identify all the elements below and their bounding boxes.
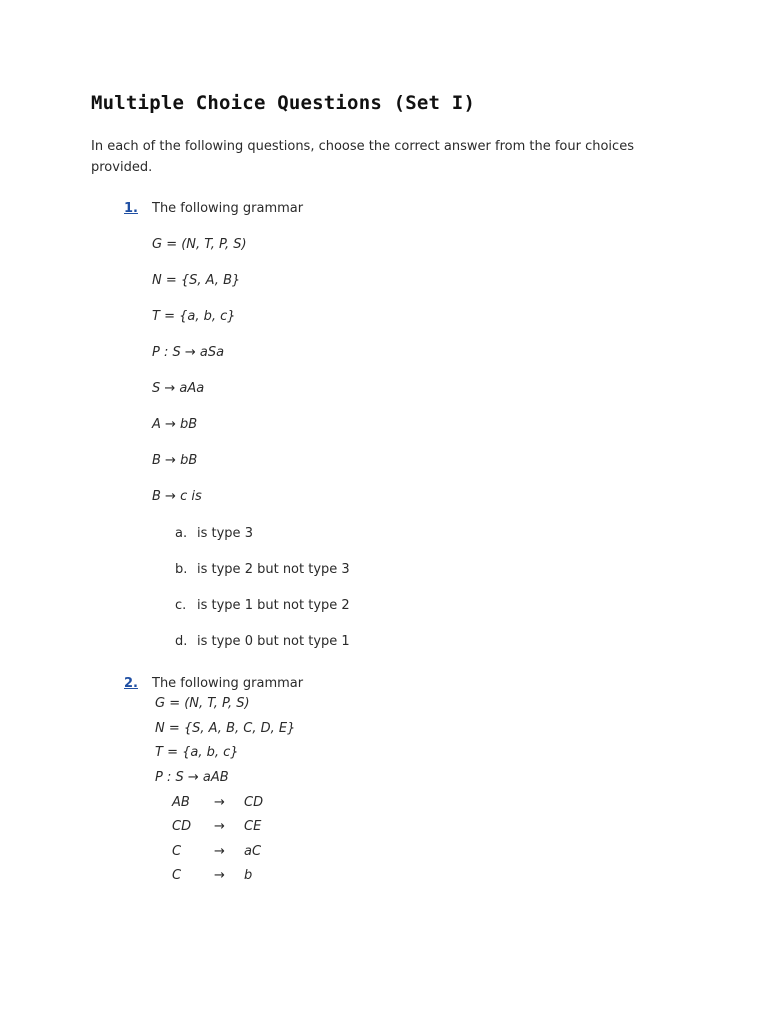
- q1-grammar-line: A → bB: [152, 417, 198, 432]
- intro-paragraph: In each of the following questions, choose the correct answer from the four choices provided.: [91, 139, 634, 175]
- rule-lhs: AB: [172, 795, 190, 810]
- option-letter: a.: [175, 526, 188, 541]
- page-title: Multiple Choice Questions (Set I): [91, 92, 476, 114]
- q1-option-b: [175, 562, 350, 577]
- q1-grammar-line: N = {S, A, B}: [152, 273, 241, 288]
- option-letter: b.: [175, 562, 188, 577]
- q2-grammar-line: G = (N, T, P, S): [155, 696, 250, 711]
- q2-grammar-line: P : S → aAB: [155, 770, 229, 785]
- q1-option-d: [175, 634, 350, 649]
- q1-grammar-line: G = (N, T, P, S): [152, 237, 247, 252]
- rule-arrow: →: [214, 868, 225, 883]
- option-text: is type 3: [197, 526, 253, 541]
- rule-arrow: →: [214, 795, 225, 810]
- question-1-number-link[interactable]: 1.: [124, 201, 138, 216]
- q1-grammar-line: B → bB: [152, 453, 198, 468]
- q2-grammar-line: T = {a, b, c}: [155, 745, 239, 760]
- option-text: is type 2 but not type 3: [197, 562, 350, 577]
- option-text: is type 1 but not type 2: [197, 598, 350, 613]
- rule-arrow: →: [214, 819, 225, 834]
- rule-rhs: CE: [244, 819, 262, 834]
- rule-rhs: b: [244, 868, 253, 883]
- q2-grammar-line: N = {S, A, B, C, D, E}: [155, 721, 296, 736]
- q2-production-rule: [172, 795, 263, 810]
- rule-lhs: C: [172, 844, 182, 859]
- rule-arrow: →: [214, 844, 225, 859]
- question-2-number-link[interactable]: 2.: [124, 676, 138, 691]
- q1-grammar-line: T = {a, b, c}: [152, 309, 236, 324]
- q1-grammar-line: B → c is: [152, 489, 202, 504]
- question-2-stem: The following grammar: [152, 676, 304, 691]
- question-1-stem: The following grammar: [152, 201, 304, 216]
- q1-option-a: [175, 526, 253, 541]
- q2-production-rule: [172, 819, 261, 834]
- q2-production-rule: [172, 868, 252, 883]
- q2-production-rule: [172, 844, 261, 859]
- rule-lhs: CD: [172, 819, 192, 834]
- rule-rhs: CD: [244, 795, 264, 810]
- q1-option-c: [175, 598, 350, 613]
- option-letter: d.: [175, 634, 188, 649]
- q1-grammar-line: P : S → aSa: [152, 345, 225, 360]
- rule-rhs: aC: [244, 844, 262, 859]
- option-text: is type 0 but not type 1: [197, 634, 350, 649]
- rule-lhs: C: [172, 868, 182, 883]
- option-letter: c.: [175, 598, 187, 613]
- q1-grammar-line: S → aAa: [152, 381, 205, 396]
